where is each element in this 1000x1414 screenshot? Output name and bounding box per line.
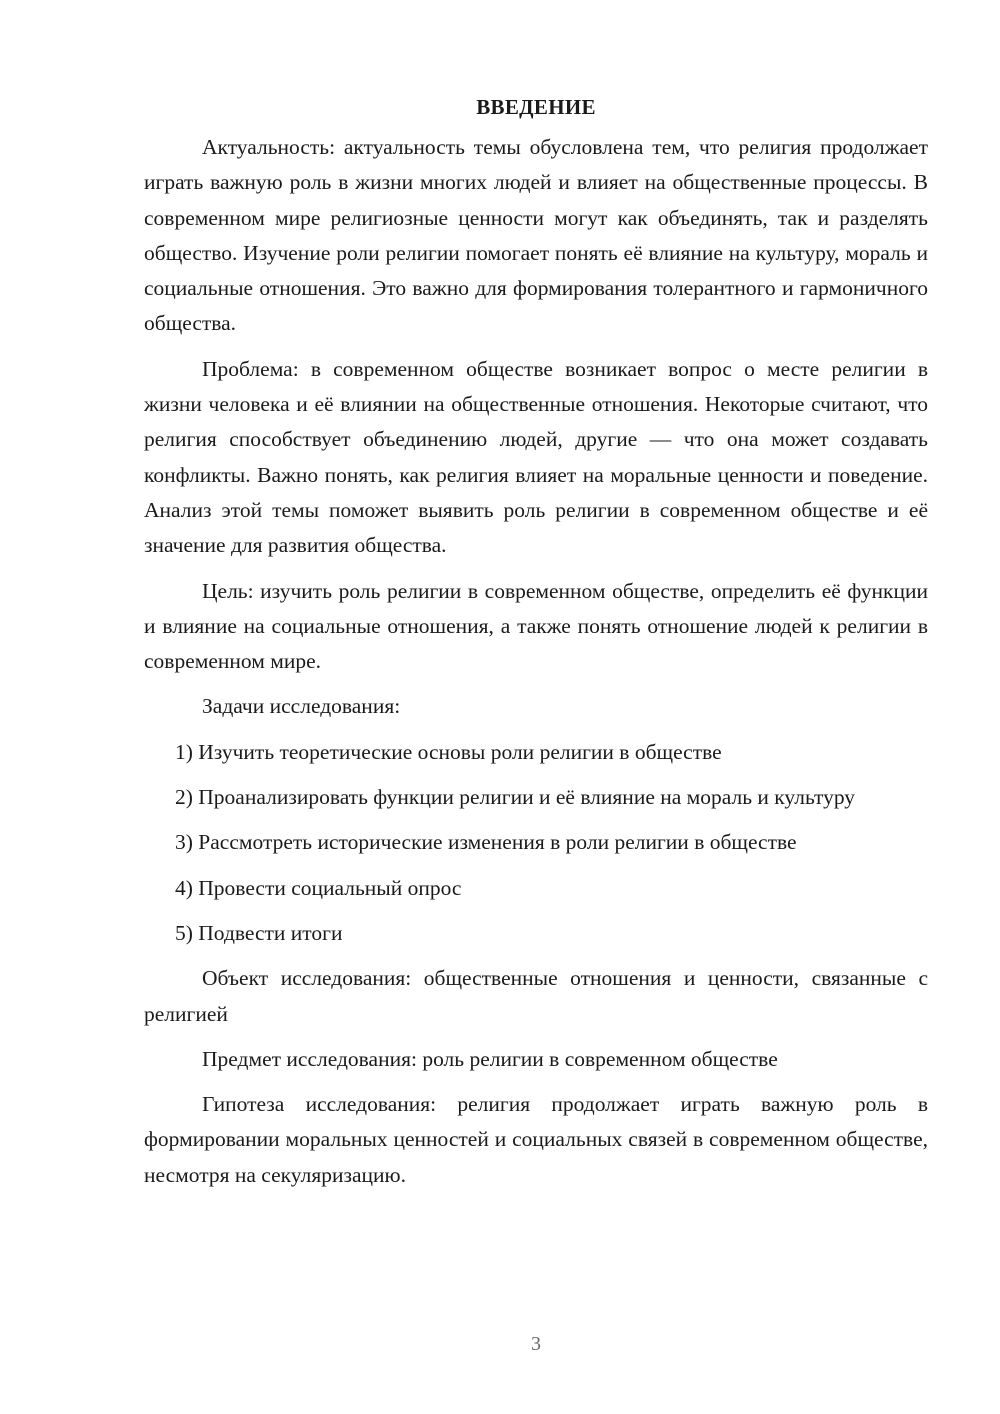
relevance-paragraph: Актуальность: актуальность темы обусловлена тем, что религия продолжает играть важную роль в жизни многих людей и влияет на общественные процессы. В современном мире религиозные ценности могут как объединять, так и разделять общество. Изучение роли религии помогает понять её влияние на культуру, мораль и социальные отношения. Это важно для формирования толерантного и гармоничного общества. — [144, 135, 928, 336]
task-item-2: 2) Проанализировать функции религии и её влияние на мораль и культуру — [175, 785, 856, 810]
task-item-1: 1) Изучить теоретические основы роли религии в обществе — [175, 739, 722, 764]
document-page — [144, 90, 928, 1203]
hypothesis-paragraph: Гипотеза исследования: религия продолжает играть важную роль в формировании моральных ценностей и социальных связей в современном обществе, несмотря на секуляризацию. — [144, 1092, 928, 1187]
problem-paragraph: Проблема: в современном обществе возникает вопрос о месте религии в жизни человека и её влиянии на общественные отношения. Некоторые считают, что религия способствует объединению людей, другие — что она может создавать конфликты. Важно понять, как религия влияет на моральные ценности и поведение. Анализ этой темы поможет выявить роль религии в современном обществе и её значение для развития общества. — [144, 356, 928, 558]
goal-paragraph: Цель: изучить роль религии в современном обществе, определить её функции и влияние на социальные отношения, а также понять отношение людей к религии в современном мире. — [144, 578, 928, 674]
page-number: 3 — [531, 1333, 541, 1355]
subject-paragraph: Предмет исследования: роль религии в современном обществе — [202, 1046, 778, 1071]
tasks-heading: Задачи исследования: — [202, 694, 401, 719]
object-paragraph: Объект исследования: общественные отношения и ценности, связанные с религией — [144, 966, 928, 1026]
task-item-3: 3) Рассмотреть исторические изменения в роли религии в обществе — [175, 830, 797, 855]
task-item-5: 5) Подвести итоги — [175, 920, 343, 945]
task-item-4: 4) Провести социальный опрос — [175, 875, 462, 900]
page-title: ВВЕДЕНИЕ — [476, 95, 596, 119]
